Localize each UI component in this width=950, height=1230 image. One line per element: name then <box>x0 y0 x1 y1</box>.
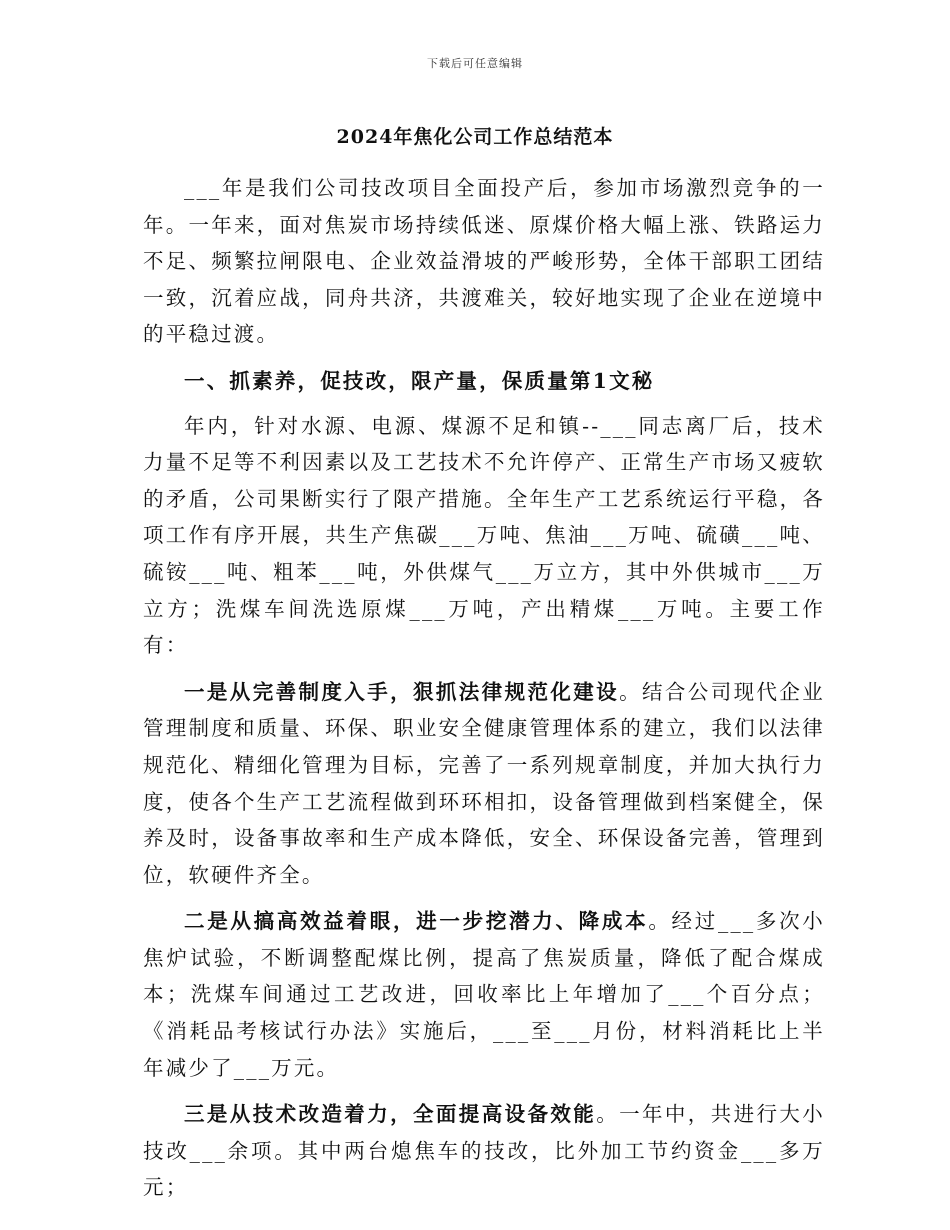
item-3-paragraph <box>143 1096 825 1206</box>
section-1-heading: 一、抓素养，促技改，限产量，保质量第1文秘 <box>184 368 655 393</box>
document-body <box>143 170 825 1216</box>
item-1-lead: 一是从完善制度入手，狠抓法律规范化建设 <box>184 679 620 704</box>
item-3-lead: 三是从技术改造着力，全面提高设备效能 <box>184 1102 597 1127</box>
item-1-text: 。结合公司现代企业管理制度和质量、环保、职业安全健康管理体系的建立，我们以法律规范化、精细化管理为目标，完善了一系列规章制度，并加大执行力度，使各个生产工艺流程做到环环相扣，设备管理做到档案健全，保养及时，设备事故率和生产成本降低，安全、环保设备完善，管理到位，软硬件齐全。 <box>143 679 825 887</box>
header-note: 下载后可任意编辑 <box>427 57 523 70</box>
item-2-lead: 二是从搞高效益着眼，进一步挖潜力、降成本 <box>184 909 649 934</box>
document-title: 2024年焦化公司工作总结范本 <box>336 126 614 148</box>
item-1-paragraph <box>143 674 825 894</box>
item-2-text: 。经过___多次小焦炉试验，不断调整配煤比例，提高了焦炭质量，降低了配合煤成本；洗煤车间通过工艺改进，回收率比上年增加了___个百分点；《消耗品考核试行办法》实施后，___至___月份，材料消耗比上半年减少了___万元。 <box>143 909 825 1080</box>
item-3-text: 。一年中，共进行大小技改___余项。其中两台熄焦车的技改，比外加工节约资金___多万元； <box>143 1102 825 1200</box>
intro-paragraph: ___年是我们公司技改项目全面投产后，参加市场激烈竞争的一年。一年来，面对焦炭市场持续低迷、原煤价格大幅上涨、铁路运力不足、频繁拉闸限电、企业效益滑坡的严峻形势，全体干部职工团结一致，沉着应战，同舟共济，共渡难关，较好地实现了企业在逆境中的平稳过渡。 <box>143 176 825 347</box>
item-2-paragraph <box>143 903 825 1086</box>
section-1-paragraph: 年内，针对水源、电源、煤源不足和镇--___同志离厂后，技术力量不足等不利因素以及工艺技术不允许停产、正常生产市场又疲软的矛盾，公司果断实行了限产措施。全年生产工艺系统运行平稳，各项工作有序开展，共生产焦碳___万吨、焦油___万吨、硫磺___吨、硫铵___吨、粗苯___吨，外供煤气___万立方，其中外供城市___万立方；洗煤车间洗选原煤___万吨，产出精煤___万吨。主要工作有： <box>143 413 825 658</box>
